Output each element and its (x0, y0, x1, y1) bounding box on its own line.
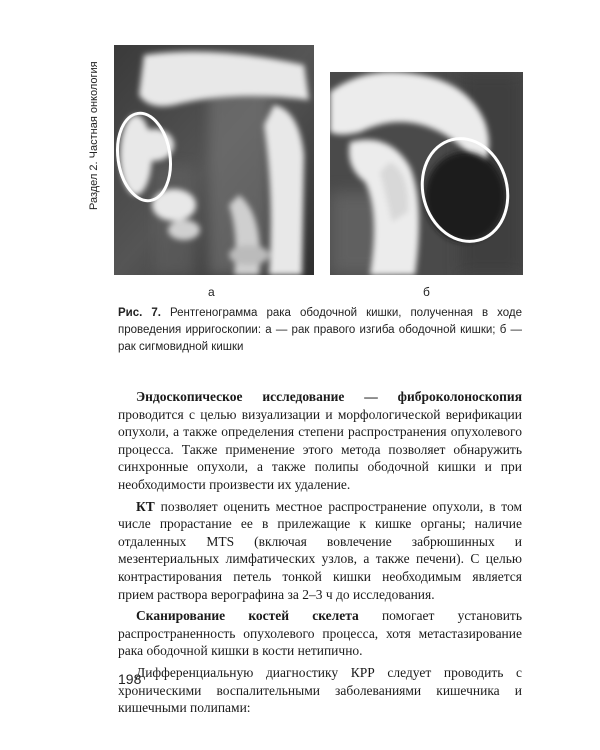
xray-image-b (330, 72, 523, 275)
body-text (118, 388, 522, 721)
paragraph-term: КТ (136, 498, 155, 514)
page-number: 198 (118, 671, 142, 687)
section-running-header: Раздел 2. Частная онкология (88, 61, 100, 210)
paragraph-bone-scan (118, 607, 522, 660)
paragraph-term: Эндоскопическое исследование — фиброколоноскопия (136, 389, 522, 404)
figure-caption (118, 305, 522, 356)
paragraph-text: позволяет оценить местное распространение опухоли, в том числе прорастание ее в прилежащие к кишке органы; наличие отдаленных MTS (включая вовлечение забрюшинных и мезентериальных лимфатических узлов, а также печени). С целью контрастирования петель тонкой кишки необходимым является прием раствора верографина за 2–3 ч до исследования. (118, 498, 522, 602)
figure-label-a: а (208, 285, 215, 299)
paragraph-endoscopy (118, 388, 522, 494)
figure-caption-text: Рентгенограмма рака ободочной кишки, полученная в ходе проведения ирригоскопии: а — рак правого изгиба ободочной кишки; б — рак сигмовидной кишки (118, 307, 523, 353)
paragraph-text: Дифференциальную диагностику КРР следует проводить с хроническими воспалительными заболеваниями кишечника и кишечными полипами: (118, 664, 522, 716)
paragraph-differential (118, 664, 522, 717)
figure-caption-prefix: Рис. 7. (118, 307, 161, 319)
figure-label-b: б (423, 285, 430, 299)
xray-image-a (114, 45, 314, 275)
paragraph-text: проводится с целью визуализации и морфологической верификации опухоли, а также определения степени распространения опухолевого процесса. Также применение этого метода позволяет обнаружить синхронные опухоли, а также полипы ободочной кишки и при необходимости произвести их удаление. (118, 406, 522, 492)
paragraph-text: помогает установить распространенность опухолевого процесса, хотя метастазирование рака ободочной кишки в кости нетипично. (118, 608, 522, 659)
paragraph-term: Сканирование костей скелета (136, 608, 359, 624)
paragraph-ct (118, 498, 522, 604)
